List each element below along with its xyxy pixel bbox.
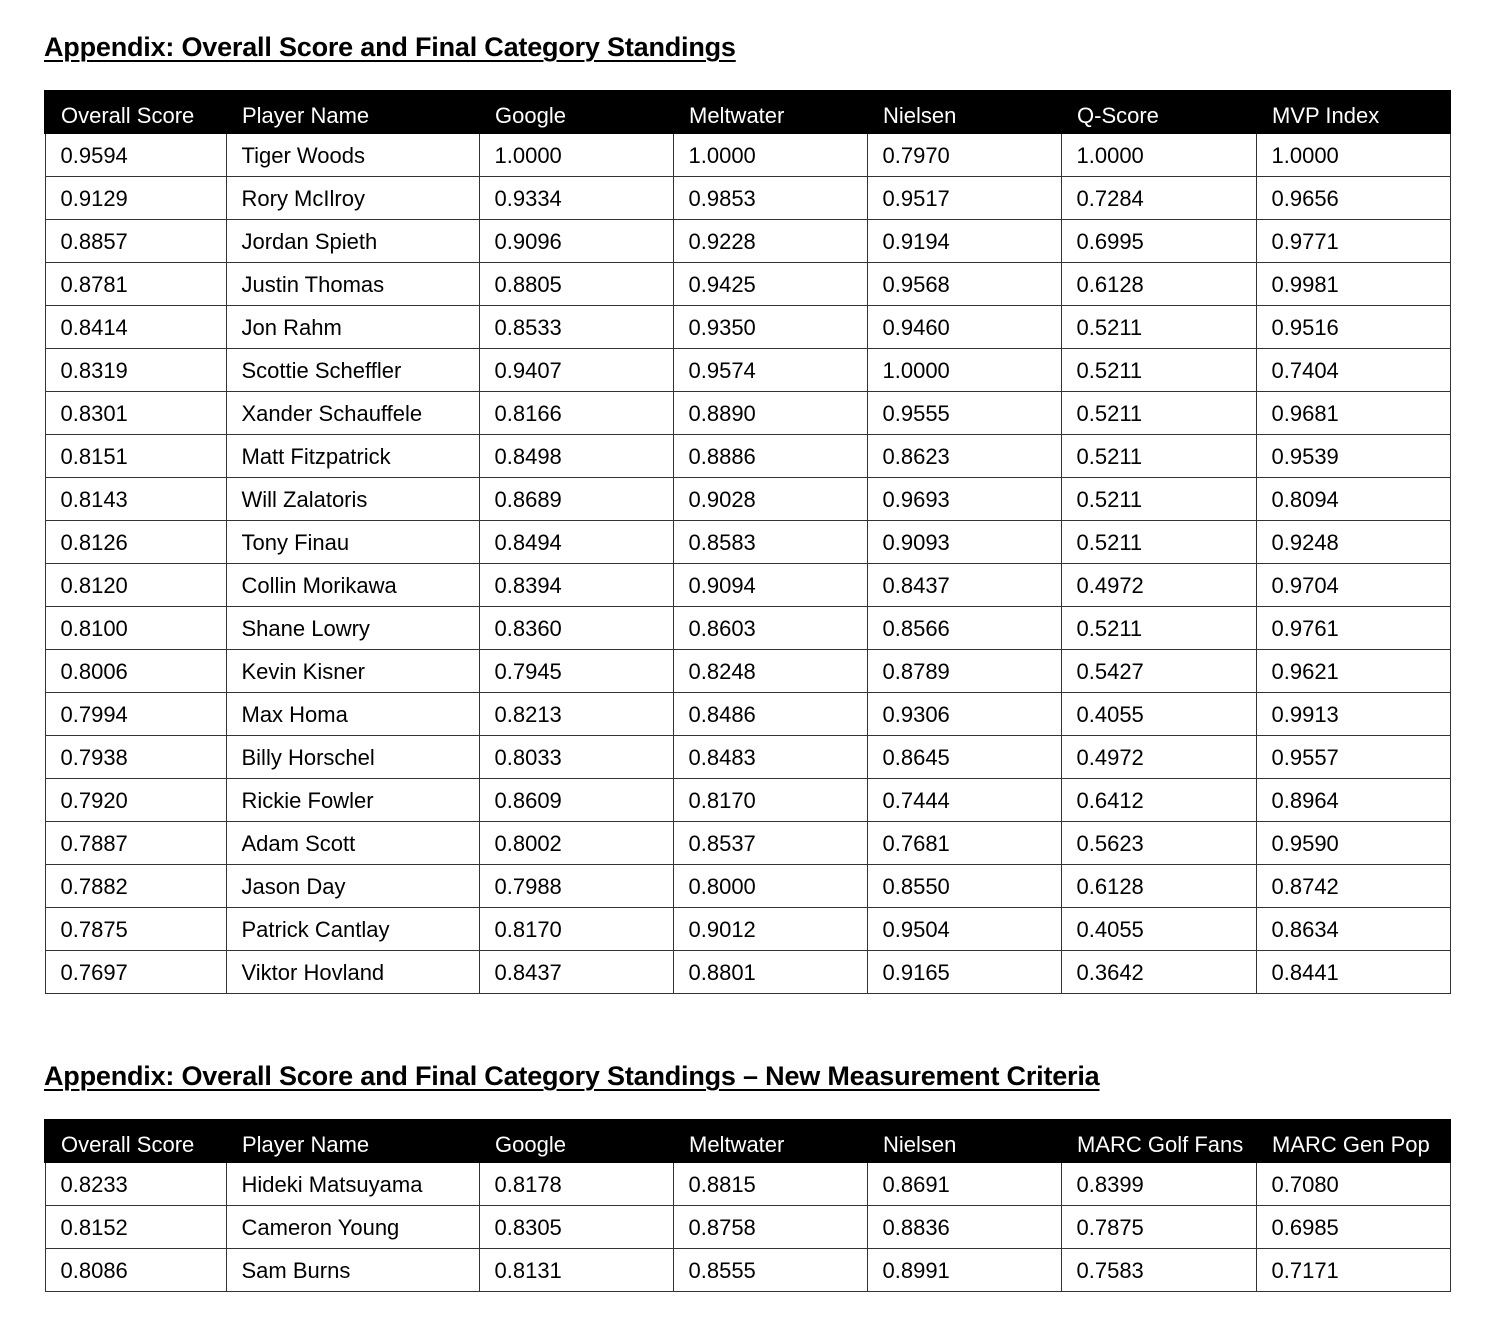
score-cell: 0.9165	[867, 950, 1061, 993]
score-cell: 0.8689	[479, 477, 673, 520]
score-cell: 0.4972	[1061, 735, 1256, 778]
score-cell: 0.8178	[479, 1162, 673, 1205]
score-cell: 0.8166	[479, 391, 673, 434]
column-header: Meltwater	[673, 91, 867, 133]
score-cell: 0.7875	[1061, 1205, 1256, 1248]
score-cell: 0.9028	[673, 477, 867, 520]
player-name-cell: Jon Rahm	[226, 305, 479, 348]
table-row	[45, 692, 1450, 735]
score-cell: 0.5211	[1061, 305, 1256, 348]
column-header: Player Name	[226, 1120, 479, 1162]
table-row	[45, 1248, 1450, 1291]
score-cell: 0.7284	[1061, 176, 1256, 219]
score-cell: 0.8301	[45, 391, 226, 434]
score-cell: 0.4055	[1061, 907, 1256, 950]
table-row	[45, 434, 1450, 477]
score-cell: 0.8801	[673, 950, 867, 993]
score-cell: 0.8498	[479, 434, 673, 477]
player-name-cell: Rickie Fowler	[226, 778, 479, 821]
score-cell: 0.6995	[1061, 219, 1256, 262]
score-cell: 0.9771	[1256, 219, 1450, 262]
score-cell: 0.8170	[479, 907, 673, 950]
player-name-cell: Jason Day	[226, 864, 479, 907]
score-cell: 0.9194	[867, 219, 1061, 262]
score-cell: 0.5211	[1061, 606, 1256, 649]
score-cell: 0.9460	[867, 305, 1061, 348]
score-cell: 0.9517	[867, 176, 1061, 219]
score-cell: 0.5211	[1061, 348, 1256, 391]
score-cell: 0.7994	[45, 692, 226, 735]
table-row	[45, 477, 1450, 520]
score-cell: 0.8033	[479, 735, 673, 778]
player-name-cell: Will Zalatoris	[226, 477, 479, 520]
score-cell: 0.8964	[1256, 778, 1450, 821]
score-cell: 0.8437	[479, 950, 673, 993]
column-header: Nielsen	[867, 91, 1061, 133]
player-name-cell: Tiger Woods	[226, 133, 479, 176]
score-cell: 0.8583	[673, 520, 867, 563]
table-row	[45, 219, 1450, 262]
score-cell: 0.6128	[1061, 262, 1256, 305]
score-cell: 0.8805	[479, 262, 673, 305]
player-name-cell: Tony Finau	[226, 520, 479, 563]
score-cell: 0.8143	[45, 477, 226, 520]
score-cell: 0.8758	[673, 1205, 867, 1248]
score-cell: 0.9504	[867, 907, 1061, 950]
score-cell: 0.9621	[1256, 649, 1450, 692]
table-body	[45, 1162, 1450, 1291]
player-name-cell: Patrick Cantlay	[226, 907, 479, 950]
score-cell: 0.7583	[1061, 1248, 1256, 1291]
score-cell: 0.7681	[867, 821, 1061, 864]
score-cell: 0.8836	[867, 1205, 1061, 1248]
score-cell: 0.8319	[45, 348, 226, 391]
score-cell: 0.8151	[45, 434, 226, 477]
score-cell: 0.9590	[1256, 821, 1450, 864]
score-cell: 0.7080	[1256, 1162, 1450, 1205]
table-row	[45, 305, 1450, 348]
score-cell: 0.8789	[867, 649, 1061, 692]
score-cell: 0.7945	[479, 649, 673, 692]
score-cell: 0.7938	[45, 735, 226, 778]
score-cell: 0.9594	[45, 133, 226, 176]
table-row	[45, 176, 1450, 219]
column-header: Google	[479, 91, 673, 133]
score-cell: 0.9704	[1256, 563, 1450, 606]
score-cell: 0.9248	[1256, 520, 1450, 563]
score-cell: 0.9681	[1256, 391, 1450, 434]
table-row	[45, 133, 1450, 176]
score-cell: 0.8566	[867, 606, 1061, 649]
column-header: Nielsen	[867, 1120, 1061, 1162]
score-cell: 0.9516	[1256, 305, 1450, 348]
score-cell: 1.0000	[1061, 133, 1256, 176]
score-cell: 0.8437	[867, 563, 1061, 606]
player-name-cell: Justin Thomas	[226, 262, 479, 305]
table-row	[45, 606, 1450, 649]
player-name-cell: Adam Scott	[226, 821, 479, 864]
score-cell: 1.0000	[1256, 133, 1450, 176]
section-title-new-criteria: Appendix: Overall Score and Final Category Standings – New Measurement Criteria	[44, 1061, 1100, 1091]
score-cell: 0.8890	[673, 391, 867, 434]
score-cell: 0.8486	[673, 692, 867, 735]
header-row	[45, 1120, 1450, 1162]
score-cell: 0.8414	[45, 305, 226, 348]
column-header: Overall Score	[45, 1120, 226, 1162]
score-cell: 0.9350	[673, 305, 867, 348]
score-cell: 0.7970	[867, 133, 1061, 176]
player-name-cell: Billy Horschel	[226, 735, 479, 778]
score-cell: 0.9407	[479, 348, 673, 391]
score-cell: 0.8152	[45, 1205, 226, 1248]
score-cell: 0.5427	[1061, 649, 1256, 692]
score-cell: 0.8360	[479, 606, 673, 649]
score-cell: 0.8609	[479, 778, 673, 821]
score-cell: 0.7875	[45, 907, 226, 950]
column-header: MARC Gen Pop	[1256, 1120, 1450, 1162]
score-cell: 0.8213	[479, 692, 673, 735]
score-cell: 0.9557	[1256, 735, 1450, 778]
score-cell: 0.8815	[673, 1162, 867, 1205]
score-cell: 0.8233	[45, 1162, 226, 1205]
column-header: MARC Golf Fans	[1061, 1120, 1256, 1162]
score-cell: 0.9334	[479, 176, 673, 219]
score-cell: 0.4972	[1061, 563, 1256, 606]
score-cell: 0.8991	[867, 1248, 1061, 1291]
score-cell: 0.7882	[45, 864, 226, 907]
score-cell: 0.7887	[45, 821, 226, 864]
score-cell: 0.8170	[673, 778, 867, 821]
score-cell: 0.8623	[867, 434, 1061, 477]
score-cell: 0.6985	[1256, 1205, 1450, 1248]
table-row	[45, 348, 1450, 391]
score-cell: 0.8483	[673, 735, 867, 778]
score-cell: 0.9096	[479, 219, 673, 262]
score-cell: 0.8550	[867, 864, 1061, 907]
score-cell: 0.9306	[867, 692, 1061, 735]
table-row	[45, 778, 1450, 821]
score-cell: 0.7171	[1256, 1248, 1450, 1291]
column-header: Player Name	[226, 91, 479, 133]
score-cell: 0.5623	[1061, 821, 1256, 864]
score-cell: 0.8120	[45, 563, 226, 606]
score-cell: 0.9555	[867, 391, 1061, 434]
score-cell: 0.8441	[1256, 950, 1450, 993]
score-cell: 0.8742	[1256, 864, 1450, 907]
score-cell: 0.5211	[1061, 391, 1256, 434]
standings-table-new-criteria	[44, 1119, 1451, 1292]
table-row	[45, 563, 1450, 606]
score-cell: 0.7988	[479, 864, 673, 907]
score-cell: 0.8691	[867, 1162, 1061, 1205]
player-name-cell: Collin Morikawa	[226, 563, 479, 606]
score-cell: 0.8857	[45, 219, 226, 262]
score-cell: 0.9574	[673, 348, 867, 391]
score-cell: 0.5211	[1061, 477, 1256, 520]
table-row	[45, 391, 1450, 434]
table-body	[45, 133, 1450, 993]
score-cell: 0.4055	[1061, 692, 1256, 735]
score-cell: 0.8086	[45, 1248, 226, 1291]
score-cell: 0.8002	[479, 821, 673, 864]
score-cell: 1.0000	[479, 133, 673, 176]
score-cell: 0.8248	[673, 649, 867, 692]
score-cell: 0.9568	[867, 262, 1061, 305]
score-cell: 0.9656	[1256, 176, 1450, 219]
section-title: Appendix: Overall Score and Final Category Standings	[44, 32, 736, 62]
score-cell: 0.8555	[673, 1248, 867, 1291]
table-row	[45, 1162, 1450, 1205]
table-row	[45, 520, 1450, 563]
score-cell: 0.9093	[867, 520, 1061, 563]
score-cell: 0.8399	[1061, 1162, 1256, 1205]
player-name-cell: Viktor Hovland	[226, 950, 479, 993]
score-cell: 0.8634	[1256, 907, 1450, 950]
table-row	[45, 649, 1450, 692]
score-cell: 0.8645	[867, 735, 1061, 778]
table-row	[45, 950, 1450, 993]
score-cell: 0.3642	[1061, 950, 1256, 993]
score-cell: 0.6128	[1061, 864, 1256, 907]
score-cell: 0.8394	[479, 563, 673, 606]
score-cell: 0.8603	[673, 606, 867, 649]
score-cell: 1.0000	[673, 133, 867, 176]
score-cell: 0.7404	[1256, 348, 1450, 391]
column-header: Google	[479, 1120, 673, 1162]
player-name-cell: Scottie Scheffler	[226, 348, 479, 391]
player-name-cell: Shane Lowry	[226, 606, 479, 649]
score-cell: 0.7444	[867, 778, 1061, 821]
player-name-cell: Cameron Young	[226, 1205, 479, 1248]
column-header: MVP Index	[1256, 91, 1450, 133]
score-cell: 0.8781	[45, 262, 226, 305]
player-name-cell: Max Homa	[226, 692, 479, 735]
score-cell: 0.9853	[673, 176, 867, 219]
score-cell: 0.9425	[673, 262, 867, 305]
table-row	[45, 262, 1450, 305]
score-cell: 0.7920	[45, 778, 226, 821]
table-header	[45, 1120, 1450, 1162]
column-header: Meltwater	[673, 1120, 867, 1162]
table-row	[45, 821, 1450, 864]
table-row	[45, 1205, 1450, 1248]
score-cell: 0.8305	[479, 1205, 673, 1248]
score-cell: 0.9761	[1256, 606, 1450, 649]
score-cell: 0.9981	[1256, 262, 1450, 305]
column-header: Overall Score	[45, 91, 226, 133]
score-cell: 0.9012	[673, 907, 867, 950]
score-cell: 0.9129	[45, 176, 226, 219]
score-cell: 0.9693	[867, 477, 1061, 520]
score-cell: 0.7697	[45, 950, 226, 993]
player-name-cell: Hideki Matsuyama	[226, 1162, 479, 1205]
score-cell: 0.8006	[45, 649, 226, 692]
table-row	[45, 907, 1450, 950]
player-name-cell: Rory McIlroy	[226, 176, 479, 219]
score-cell: 0.5211	[1061, 434, 1256, 477]
score-cell: 0.9094	[673, 563, 867, 606]
score-cell: 0.8126	[45, 520, 226, 563]
score-cell: 0.8000	[673, 864, 867, 907]
score-cell: 0.5211	[1061, 520, 1256, 563]
table-header	[45, 91, 1450, 133]
table-row	[45, 735, 1450, 778]
score-cell: 0.8533	[479, 305, 673, 348]
score-cell: 0.8094	[1256, 477, 1450, 520]
score-cell: 0.8537	[673, 821, 867, 864]
header-row	[45, 91, 1450, 133]
score-cell: 0.9228	[673, 219, 867, 262]
score-cell: 0.8131	[479, 1248, 673, 1291]
score-cell: 0.6412	[1061, 778, 1256, 821]
player-name-cell: Xander Schauffele	[226, 391, 479, 434]
standings-table	[44, 90, 1451, 994]
score-cell: 0.9913	[1256, 692, 1450, 735]
player-name-cell: Matt Fitzpatrick	[226, 434, 479, 477]
player-name-cell: Kevin Kisner	[226, 649, 479, 692]
player-name-cell: Jordan Spieth	[226, 219, 479, 262]
player-name-cell: Sam Burns	[226, 1248, 479, 1291]
score-cell: 0.8494	[479, 520, 673, 563]
score-cell: 0.9539	[1256, 434, 1450, 477]
score-cell: 1.0000	[867, 348, 1061, 391]
score-cell: 0.8100	[45, 606, 226, 649]
score-cell: 0.8886	[673, 434, 867, 477]
table-row	[45, 864, 1450, 907]
column-header: Q-Score	[1061, 91, 1256, 133]
